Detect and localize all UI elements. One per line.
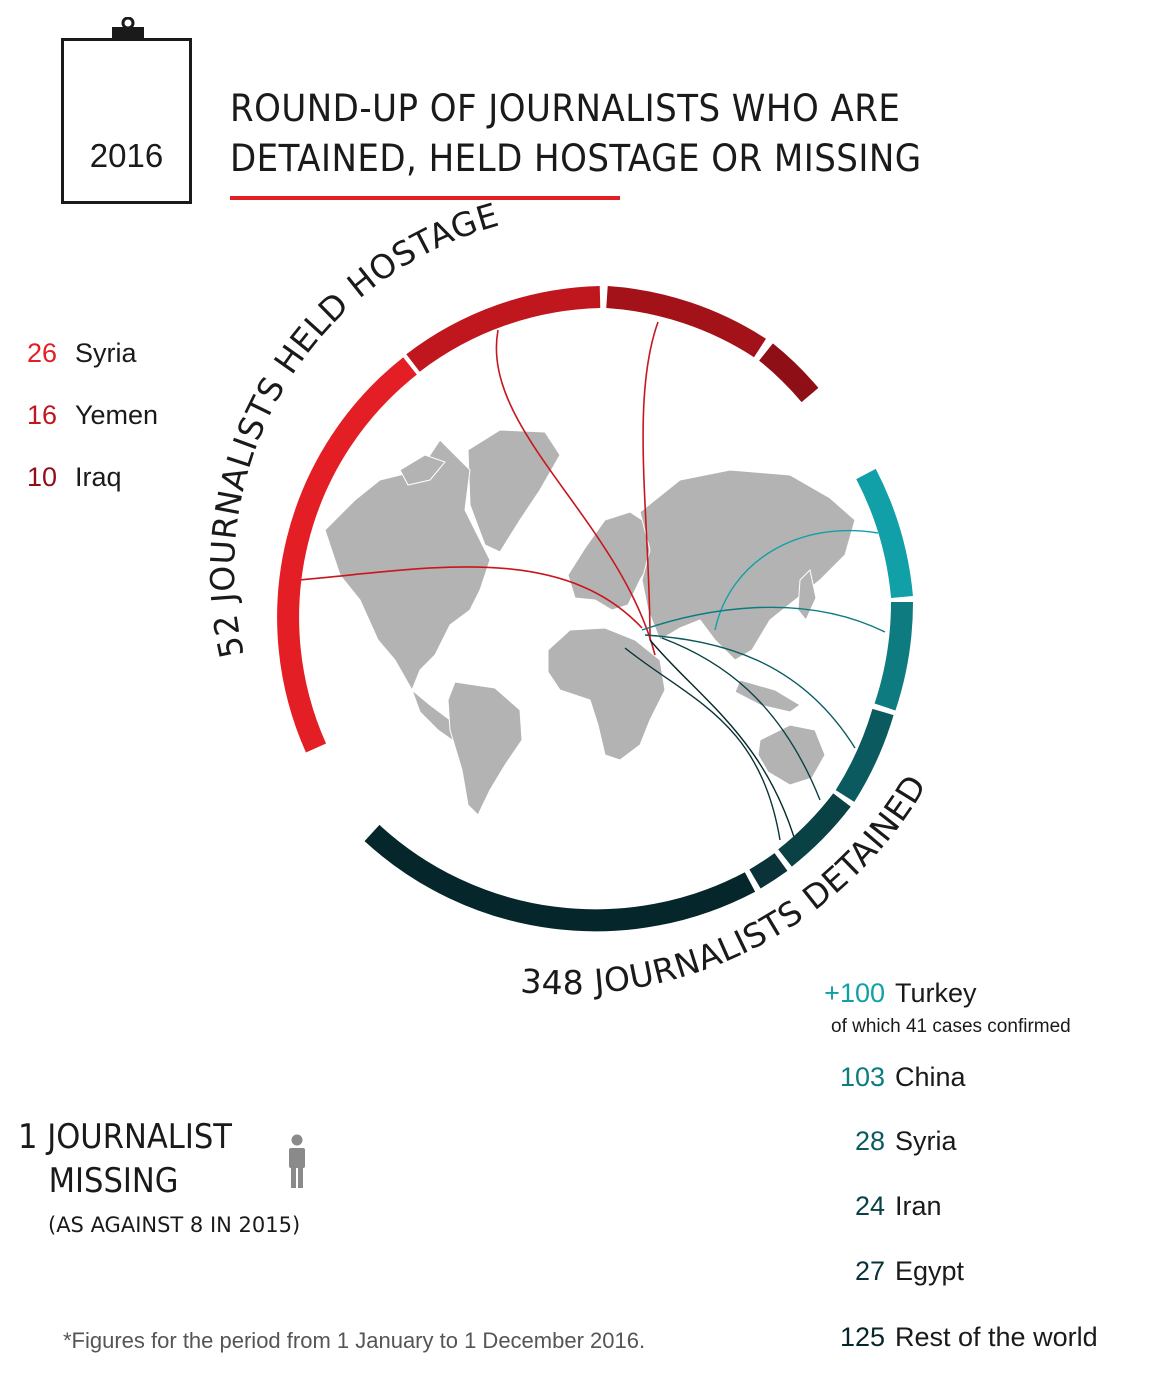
- detained-arc-turkey: [866, 474, 902, 597]
- hostage-arc-label: 52 JOURNALISTS HELD HOSTAGE: [202, 195, 504, 662]
- detained-country: Iran: [895, 1191, 942, 1221]
- hostage-row-syria: [27, 338, 158, 400]
- detained-arc-syria: [845, 712, 883, 796]
- detained-count: 125: [839, 1322, 885, 1352]
- detained-arc-label: 348 JOURNALISTS DETAINED: [519, 767, 935, 1003]
- hostage-country: Yemen: [75, 400, 159, 430]
- hostage-count: 26: [27, 338, 58, 368]
- world-map: [325, 430, 855, 815]
- map-sea-islands: [735, 680, 800, 712]
- year-label: 2016: [89, 137, 164, 174]
- detained-country: Turkey: [895, 978, 977, 1008]
- detained-row-syria: [795, 1126, 957, 1157]
- detained-arc-rest: [372, 833, 750, 920]
- hostage-country: Iraq: [75, 462, 122, 492]
- detained-arc-iran: [785, 800, 842, 858]
- hostage-arc-yemen: [413, 297, 600, 363]
- missing-line-2: MISSING: [48, 1161, 179, 1201]
- footnote: *Figures for the period from 1 January to 1 December 2016.: [63, 1328, 646, 1353]
- map-europe: [568, 512, 655, 610]
- detained-arc-china: [885, 602, 902, 707]
- map-south-america: [448, 682, 522, 815]
- hostage-country: Syria: [75, 338, 137, 368]
- missing-comparison: (AS AGAINST 8 IN 2015): [48, 1213, 301, 1237]
- map-australia: [758, 725, 825, 785]
- missing-line-1: 1 JOURNALIST: [18, 1117, 232, 1157]
- detained-row-china: [795, 1062, 966, 1093]
- map-greenland: [468, 430, 560, 552]
- detained-count: 27: [854, 1256, 885, 1286]
- hostage-count: 16: [27, 400, 58, 430]
- detained-arc-egypt: [755, 862, 781, 879]
- hostage-row-iraq: [27, 462, 158, 524]
- detained-country: Egypt: [895, 1256, 965, 1286]
- detained-row-turkey: [795, 978, 1071, 1037]
- detained-country: Rest of the world: [895, 1322, 1098, 1352]
- detained-row-iran: [795, 1191, 942, 1222]
- hostage-arc-iraq-b: [766, 352, 810, 395]
- detained-count: 103: [839, 1062, 885, 1092]
- detained-row-egypt: [795, 1256, 964, 1287]
- detained-list: [795, 978, 1155, 1358]
- detained-note: of which 41 cases confirmed: [831, 1016, 1071, 1037]
- detained-country: Syria: [895, 1126, 957, 1156]
- hostage-list: [27, 338, 158, 524]
- map-asia: [640, 470, 855, 660]
- detained-count: 24: [854, 1191, 885, 1221]
- title-line-2: DETAINED, HELD HOSTAGE OR MISSING: [230, 137, 922, 180]
- hostage-arc-iraq-a: [607, 297, 760, 348]
- detained-country: China: [895, 1062, 966, 1092]
- missing-heading: [18, 1115, 232, 1203]
- hostage-count: 10: [27, 462, 58, 492]
- detained-count: 28: [854, 1126, 885, 1156]
- person-icon: [289, 1135, 305, 1189]
- map-africa: [548, 628, 665, 760]
- detained-row-rest: [795, 1322, 1098, 1353]
- detained-count: +100: [824, 978, 885, 1008]
- hostage-row-yemen: [27, 400, 158, 462]
- title-line-1: ROUND-UP OF JOURNALISTS WHO ARE: [230, 87, 901, 130]
